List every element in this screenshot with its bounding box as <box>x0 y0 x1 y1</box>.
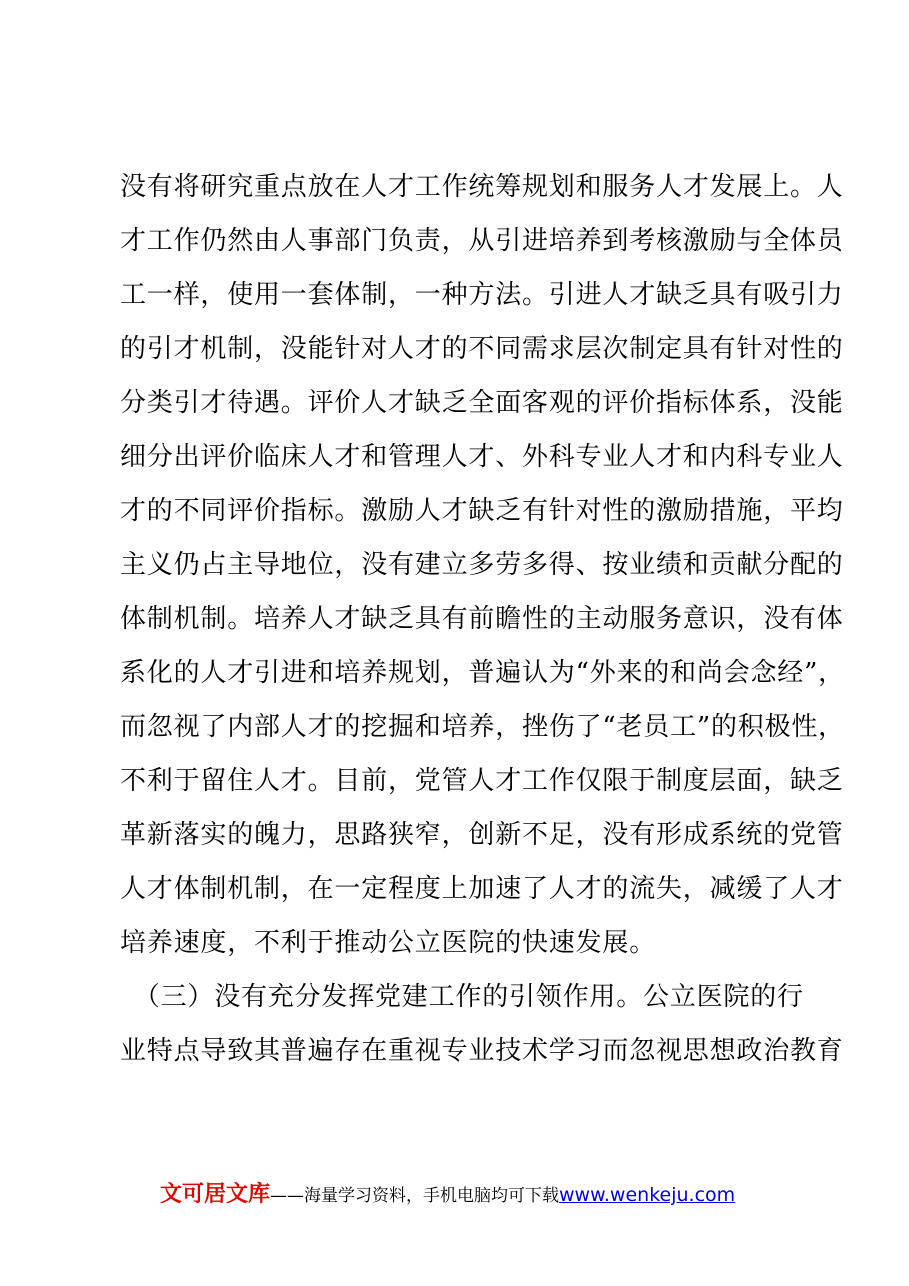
footer-banner <box>160 1180 760 1210</box>
text-line: 培养速度，不利于推动公立医院的快速发展。 <box>120 928 657 958</box>
text-line: 体制机制。培养人才缺乏具有前瞻性的主动服务意识，没有体 <box>120 604 844 634</box>
footer-url-link[interactable]: www.wenkeju.com <box>559 1184 736 1206</box>
text-line: 才的不同评价指标。激励人才缺乏有针对性的激励措施，平均 <box>120 496 844 526</box>
footer-brand: 文可居文库 <box>160 1182 271 1207</box>
text-line: 的引才机制，没能针对人才的不同需求层次制定具有针对性的 <box>120 334 844 364</box>
text-line: 分类引才待遇。评价人才缺乏全面客观的评价指标体系，没能 <box>120 388 844 418</box>
body-text <box>120 160 845 1078</box>
text-line: 细分出评价临床人才和管理人才、外科专业人才和内科专业人 <box>120 442 844 472</box>
text-line: 系化的人才引进和培养规划，普遍认为“外来的和尚会念经”， <box>120 658 845 688</box>
text-line: 主义仍占主导地位，没有建立多劳多得、按业绩和贡献分配的 <box>120 550 844 580</box>
section-heading-line: （三）没有充分发挥党建工作的引领作用。公立医院的行 <box>120 982 804 1012</box>
text-line: 没有将研究重点放在人才工作统筹规划和服务人才发展上。人 <box>120 172 844 202</box>
text-line: 才工作仍然由人事部门负责，从引进培养到考核激励与全体员 <box>120 226 844 256</box>
footer-tagline: ——海量学习资料，手机电脑均可下载 <box>270 1186 560 1206</box>
text-line: 业特点导致其普遍存在重视专业技术学习而忽视思想政治教育 <box>120 1036 844 1066</box>
text-line: 革新落实的魄力，思路狭窄，创新不足，没有形成系统的党管 <box>120 820 844 850</box>
text-line: 不利于留住人才。目前，党管人才工作仅限于制度层面，缺乏 <box>120 766 844 796</box>
text-line: 人才体制机制，在一定程度上加速了人才的流失，减缓了人才 <box>120 874 844 904</box>
text-line: 工一样，使用一套体制，一种方法。引进人才缺乏具有吸引力 <box>120 280 844 310</box>
text-line: 而忽视了内部人才的挖掘和培养，挫伤了“老员工”的积极性， <box>120 712 845 742</box>
